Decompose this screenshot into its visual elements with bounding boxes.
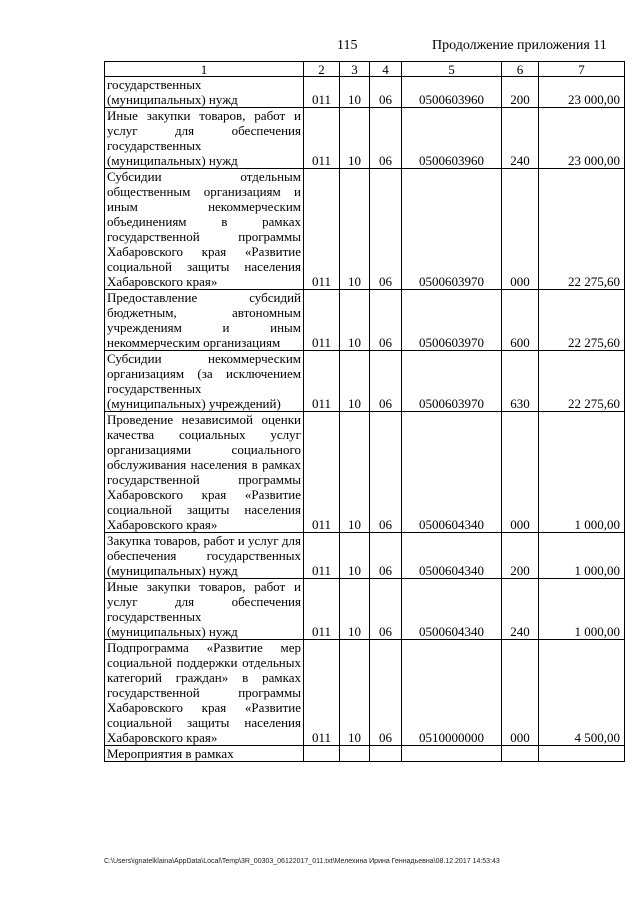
table-row: [105, 640, 625, 746]
row-name: Субсидии некоммерческим организациям (за исключением государственных (муниципальных) учреждений): [105, 351, 304, 412]
row-code-3: 10: [340, 169, 370, 290]
row-code-5: 0500603960: [402, 108, 502, 169]
row-code-4: 06: [370, 640, 402, 746]
row-amount: 22 275,60: [539, 290, 625, 351]
row-code-2: 011: [304, 579, 340, 640]
table-row: [105, 412, 625, 533]
row-code-3: [340, 746, 370, 762]
row-code-5: 0500603970: [402, 290, 502, 351]
row-amount: 23 000,00: [539, 77, 625, 108]
row-code-3: 10: [340, 533, 370, 579]
table-row: [105, 77, 625, 108]
row-code-6: 000: [502, 640, 539, 746]
column-header: 5: [402, 62, 502, 77]
header-row: [105, 62, 625, 77]
row-code-5: 0500604340: [402, 412, 502, 533]
row-code-4: 06: [370, 412, 402, 533]
row-code-6: 240: [502, 579, 539, 640]
row-code-6: 000: [502, 412, 539, 533]
table-row: [105, 108, 625, 169]
column-header: 2: [304, 62, 340, 77]
row-name: Иные закупки товаров, работ и услуг для обеспечения государственных (муниципальных) нужд: [105, 108, 304, 169]
table-row: [105, 533, 625, 579]
row-amount: 23 000,00: [539, 108, 625, 169]
row-amount: [539, 746, 625, 762]
row-code-2: 011: [304, 412, 340, 533]
row-code-2: 011: [304, 169, 340, 290]
column-header: 6: [502, 62, 539, 77]
row-code-5: 0500604340: [402, 533, 502, 579]
row-code-4: 06: [370, 351, 402, 412]
row-code-2: 011: [304, 290, 340, 351]
page-number: 115: [337, 38, 358, 53]
row-code-3: 10: [340, 412, 370, 533]
row-code-2: 011: [304, 533, 340, 579]
row-name: Предоставление субсидий бюджетным, автономным учреждениям и иным некоммерческим организациям: [105, 290, 304, 351]
row-code-5: 0500603970: [402, 351, 502, 412]
row-name: Подпрограмма «Развитие мер социальной поддержки отдельных категорий граждан» в рамках государственной программы Хабаровского края «Развитие социальной защиты населения Хабаровского края»: [105, 640, 304, 746]
row-code-5: 0500603960: [402, 77, 502, 108]
row-code-2: 011: [304, 77, 340, 108]
table-row: [105, 351, 625, 412]
row-code-3: 10: [340, 108, 370, 169]
row-amount: 1 000,00: [539, 579, 625, 640]
row-code-3: 10: [340, 77, 370, 108]
row-code-6: 000: [502, 169, 539, 290]
budget-table: [104, 61, 625, 762]
row-code-6: 200: [502, 77, 539, 108]
row-name: государственных (муниципальных) нужд: [105, 77, 304, 108]
row-code-3: 10: [340, 579, 370, 640]
row-name: Мероприятия в рамках: [105, 746, 304, 762]
row-name: Субсидии отдельным общественным организациям и иным некоммерческим объединениям в рамках государственной программы Хабаровского края «Развитие социальной защиты населения Хабаровского края»: [105, 169, 304, 290]
column-header: 4: [370, 62, 402, 77]
row-code-4: 06: [370, 290, 402, 351]
row-amount: 1 000,00: [539, 412, 625, 533]
row-code-5: 0500604340: [402, 579, 502, 640]
row-code-5: 0510000000: [402, 640, 502, 746]
row-code-6: 200: [502, 533, 539, 579]
row-code-6: 240: [502, 108, 539, 169]
continuation-note: Продолжение приложения 11: [432, 38, 607, 53]
row-code-5: 0500603970: [402, 169, 502, 290]
row-name: Иные закупки товаров, работ и услуг для обеспечения государственных (муниципальных) нужд: [105, 579, 304, 640]
row-code-4: 06: [370, 77, 402, 108]
table-row: [105, 579, 625, 640]
row-code-2: 011: [304, 108, 340, 169]
row-code-2: [304, 746, 340, 762]
row-code-6: 600: [502, 290, 539, 351]
row-code-4: 06: [370, 169, 402, 290]
row-code-2: 011: [304, 640, 340, 746]
row-name: Закупка товаров, работ и услуг для обеспечения государственных (муниципальных) нужд: [105, 533, 304, 579]
column-header: 7: [539, 62, 625, 77]
row-code-4: 06: [370, 579, 402, 640]
row-code-3: 10: [340, 290, 370, 351]
row-amount: 4 500,00: [539, 640, 625, 746]
table-row: [105, 746, 625, 762]
row-code-4: [370, 746, 402, 762]
row-code-5: [402, 746, 502, 762]
footer-path: C:\Users\ignatelklaina\AppData\Local\Temp\3R_00303_06122017_011.txt\Мелехина Ирина Геннадьевна\08.12.2017 14:53:43: [104, 858, 500, 865]
column-header: 1: [105, 62, 304, 77]
column-header: 3: [340, 62, 370, 77]
row-code-4: 06: [370, 108, 402, 169]
table-row: [105, 169, 625, 290]
row-amount: 1 000,00: [539, 533, 625, 579]
row-name: Проведение независимой оценки качества социальных услуг организациями социального обслуживания населения в рамках государственной программы Хабаровского края «Развитие социальной защиты населения Хабаровского края»: [105, 412, 304, 533]
table-row: [105, 290, 625, 351]
row-code-2: 011: [304, 351, 340, 412]
row-code-4: 06: [370, 533, 402, 579]
row-code-6: 630: [502, 351, 539, 412]
row-code-6: [502, 746, 539, 762]
row-amount: 22 275,60: [539, 169, 625, 290]
row-code-3: 10: [340, 351, 370, 412]
row-amount: 22 275,60: [539, 351, 625, 412]
row-code-3: 10: [340, 640, 370, 746]
